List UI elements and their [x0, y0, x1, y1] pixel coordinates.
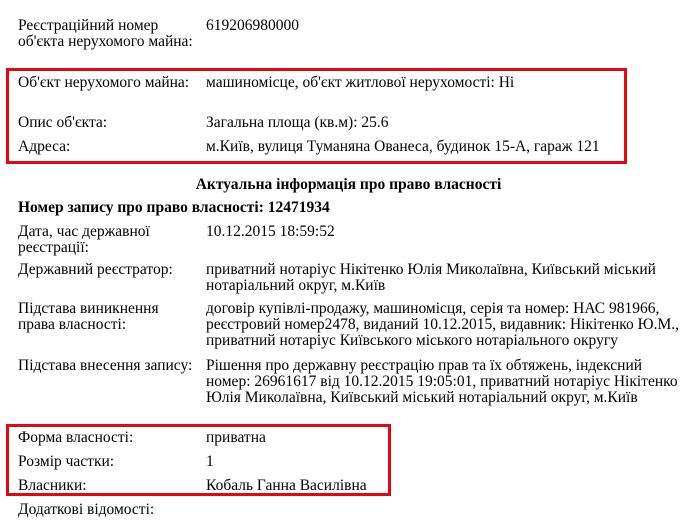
value-property-object: машиномісце, об'єкт житлової нерухомості: Ні: [206, 74, 515, 91]
value-entry-basis: Рішення про державну реєстрацію прав та їх обтяжень, індексний номер: 26961617 від 10.12.2015 19:05:01, приватний нотаріус Нікітенко Юлія Миколаївна, Київський міський нотаріальний округ, м.Київ: [206, 357, 678, 406]
value-state-registrar: приватний нотаріус Нікітенко Юлія Миколаївна, Київський міський нотаріальний округ, м.Київ: [206, 261, 656, 294]
label-registration-number: Реєстраційний номер об'єкта нерухомого майна:: [18, 17, 193, 50]
value-ownership-form: приватна: [206, 429, 266, 446]
section-title: Актуальна інформація про право власності: [195, 176, 502, 193]
value-object-description: Загальна площа (кв.м): 25.6: [206, 114, 389, 131]
value-ownership-basis: договір купівлі-продажу, машиномісця, серія та номер: НАС 981966, реєстровий номер2478, виданий 10.12.2015, видавник: Нікітенко Ю.М., приватний нотаріус Київського міського нотаріального округу: [206, 300, 679, 349]
value-registration-date: 10.12.2015 18:59:52: [206, 223, 335, 240]
label-registration-date: Дата, час державної реєстрації:: [18, 223, 150, 256]
value-registration-number: 619206980000: [206, 17, 299, 34]
label-address: Адреса:: [18, 138, 71, 155]
label-additional-info: Додаткові відомості:: [18, 501, 155, 518]
label-state-registrar: Державний реєстратор:: [18, 261, 173, 278]
label-owners: Власники:: [18, 477, 87, 494]
label-ownership-form: Форма власності:: [18, 429, 134, 446]
label-ownership-basis: Підстава виникнення права власності:: [18, 300, 159, 333]
value-address: м.Київ, вулиця Туманяна Ованеса, будинок 15-А, гараж 121: [206, 138, 600, 155]
highlight-box-object: [6, 68, 627, 164]
record-number: Номер запису про право власності: 12471934: [18, 199, 330, 216]
label-share-size: Розмір частки:: [18, 453, 115, 470]
value-owners: Кобаль Ганна Василівна: [206, 477, 367, 494]
label-object-description: Опис об'єкта:: [18, 114, 108, 131]
highlight-box-ownership: [6, 424, 391, 496]
value-share-size: 1: [206, 453, 214, 470]
label-property-object: Об'єкт нерухомого майна:: [18, 74, 190, 91]
label-entry-basis: Підстава внесення запису:: [18, 357, 193, 374]
